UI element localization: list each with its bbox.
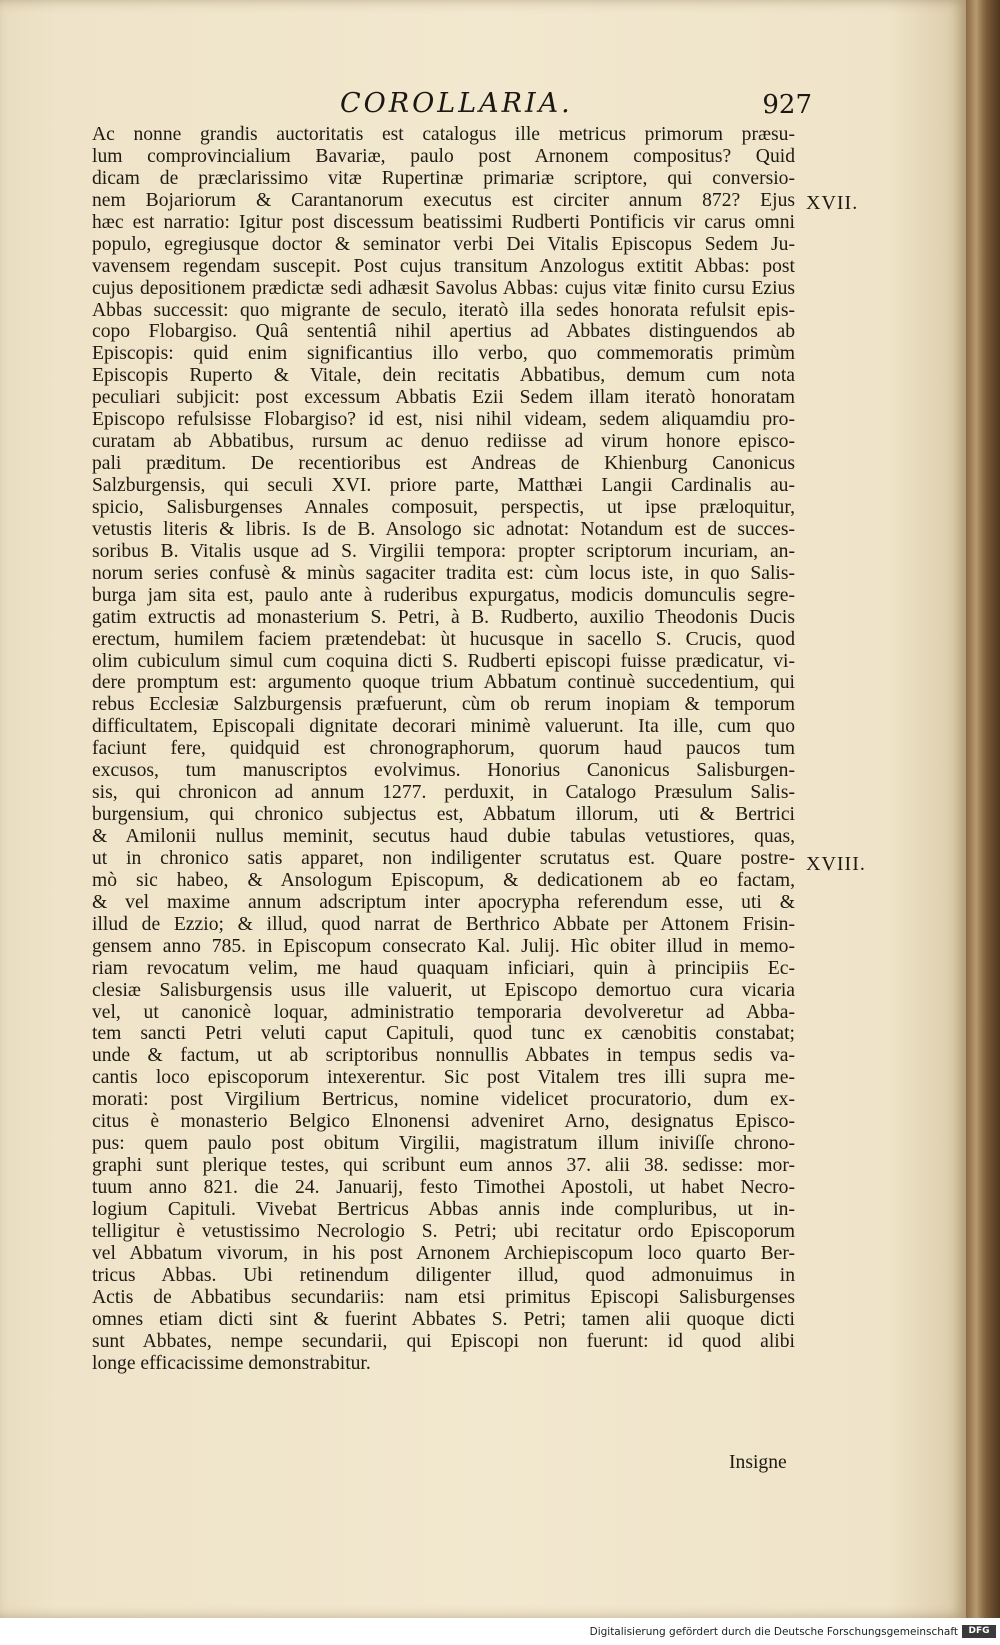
text-line: cujus depositionem prædictæ sedi adhæsit Savolus Abbas: cujus vitæ finito cursu Ezius <box>92 277 795 299</box>
text-line: nem Bojariorum & Carantanorum executus est circiter annum 872? Ejus <box>92 189 795 211</box>
text-line: morati: post Virgilium Bertricus, nomine videlicet procuratorio, dum ex- <box>92 1089 795 1111</box>
text-line: clesiæ Salisburgensis usus ille valuerit, ut Episcopo demortuo cura vicaria <box>92 979 795 1001</box>
text-line: telligitur è vetustissimo Necrologio S. Petri; ubi recitatur ordo Episcoporum <box>92 1220 795 1242</box>
footer-bar <box>0 1618 1000 1645</box>
text-line: copo Flobargiso. Quâ sententiâ nihil apertius ad Abbates distinguendos ab <box>92 321 795 343</box>
text-line: Actis de Abbatibus secundariis: nam etsi primitus Episcopi Salisburgenses <box>92 1286 795 1308</box>
dfg-logo: DFG <box>962 1625 996 1638</box>
running-title: COROLLARIA. <box>340 88 573 119</box>
text-line: citus è monasterio Belgico Elnonensi adveniret Arno, designatus Episco- <box>92 1111 795 1133</box>
margin-note-xviii: XVIII. <box>806 853 866 875</box>
text-line: Salzburgensis, qui seculi XVI. priore parte, Matthæi Langii Cardinalis au- <box>92 475 795 496</box>
text-line: faciunt fere, quidquid est chronographorum, quorum haud paucos tum <box>92 738 795 760</box>
text-line: & Amilonii nullus meminit, secutus haud dubie tabulas vetustiores, quas, <box>92 826 795 847</box>
text-line: Ac nonne grandis auctoritatis est catalogus ille metricus primorum præsu- <box>92 124 795 145</box>
text-line: Episcopo refulsisse Flobargiso? id est, nisi nihil videam, sedem aliquamdiu pro- <box>92 409 795 431</box>
text-line: pali præditum. De recentioribus est Andreas de Khienburg Canonicus <box>92 453 795 475</box>
text-line: gensem anno 785. in Episcopum consecrato Kal. Julij. Hìc obiter illud in memo- <box>92 935 795 957</box>
text-line: ut in chronico satis apparet, non indiligenter scrutatus est. Quare postre- <box>92 847 795 869</box>
text-line: hæc est narratio: Igitur post discessum beatissimi Rudberti Pontificis vir carus omni <box>92 211 795 233</box>
text-line: peculiari subjicit: post excessum Abbatis Ezii Sedem illam iteratò honoratam <box>92 387 795 409</box>
text-line: illud de Ezzio; & illud, quod narrat de Berthrico Abbate per Attonem Frisin- <box>92 913 795 935</box>
text-line: & vel maxime annum adscriptum inter apocrypha referendum esse, uti & <box>92 891 795 913</box>
text-line: burga jam sita est, paulo ante à ruderibus expurgatus, modicis domunculis segre- <box>92 584 795 606</box>
text-line: excusos, tum manuscriptos evolvimus. Honorius Canonicus Salisburgen- <box>92 760 795 782</box>
text-line: graphi sunt plerique testes, qui scribunt eum annos 37. alii 38. sedisse: mor- <box>92 1155 795 1177</box>
text-line: mò sic habeo, & Ansologum Episcopum, & dedicationem ab eo factam, <box>92 869 795 891</box>
text-line: Abbas successit: quo migrante de seculo, iteratò illa sedes honorata refulsit epis- <box>92 299 795 321</box>
page-edge <box>966 0 1000 1618</box>
text-line: vel, ut canonicè loquar, administratio temporaria devolveretur ad Abba- <box>92 1001 795 1023</box>
page-number: 927 <box>762 90 812 120</box>
text-line: Episcopis Ruperto & Vitale, dein recitatis Abbatibus, demum cum nota <box>92 365 795 387</box>
text-line: dere promptum est: argumento quoque trium Abbatum continuè succedentium, qui <box>92 672 795 694</box>
text-line: sunt Abbates, nempe secundarii, qui Episcopi non fuerunt: id quod alibi <box>92 1330 795 1352</box>
text-line: spicio, Salisburgenses Annales composuit, perspectis, ut ipse præloquitur, <box>92 496 795 518</box>
text-line: vel Abbatum vivorum, in his post Arnonem Archiepiscopum loco quarto Ber- <box>92 1242 795 1264</box>
text-line: populo, egregiusque doctor & seminator verbi Dei Vitalis Episcopus Sedem Ju- <box>92 233 795 255</box>
text-line: soribus B. Vitalis usque ad S. Virgilii tempora: propter scriptorum incuriam, an- <box>92 540 795 562</box>
catchword: Insigne <box>729 1452 787 1473</box>
margin-note-xvii: XVII. <box>806 192 859 214</box>
text-line: omnes etiam dicti sint & fuerint Abbates S. Petri; tamen alii quoque dicti <box>92 1308 795 1330</box>
text-line: tem sancti Petri veluti caput Capituli, quod tunc ex cænobitis constabat; <box>92 1023 795 1045</box>
text-line: burgensium, qui chronico subjectus est, Abbatum illorum, uti & Bertrici <box>92 804 795 826</box>
text-line: riam revocatum velim, me haud quaquam inficiari, quin à principiis Ec- <box>92 957 795 979</box>
text-line: norum series confusè & minùs sagaciter tradita est: cùm locus iste, in quo Salis- <box>92 562 795 584</box>
text-line: curatam ab Abbatibus, rursum ac denuo rediisse ad virum honore episco- <box>92 431 795 453</box>
text-line: erectum, humilem faciem prætendebat: ùt hucusque in sacello S. Crucis, quod <box>92 628 795 650</box>
text-line: unde & factum, ut ab scriptoribus nonnullis Abbates in tempus sedis va- <box>92 1045 795 1067</box>
text-line: longe efficacissime demonstrabitur. <box>92 1352 371 1374</box>
text-line: vetustis literis & libris. Is de B. Ansologo sic adnotat: Notandum est de succes- <box>92 518 795 540</box>
text-line: difficultatem, Episcopali dignitate decorari minimè valuerunt. Ita ille, cum quo <box>92 716 795 738</box>
text-line: rebus Ecclesiæ Salzburgensis præfuerunt, cùm ob rerum inopiam & temporum <box>92 694 795 716</box>
text-line: gatim extructis ad monasterium S. Petri, à B. Rudberto, auxilio Theodonis Ducis <box>92 606 795 628</box>
text-line: lum comprovincialium Bavariæ, paulo post Arnonem compositus? Quid <box>92 145 795 167</box>
page-header <box>92 88 812 124</box>
text-line: tuum anno 821. die 24. Januarij, festo Timothei Apostoli, ut habet Necro- <box>92 1177 795 1198</box>
text-line: tricus Abbas. Ubi retinendum diligenter illud, quod admonuimus in <box>92 1264 795 1286</box>
text-line: vavensem regendam suscepit. Post cujus transitum Anzologus extitit Abbas: post <box>92 255 795 277</box>
text-line: dicam de præclarissimo vitæ Rupertinæ primariæ scriptore, qui conversio- <box>92 167 795 189</box>
text-line: Episcopis: quid enim significantius illo verbo, quo commemoratis primùm <box>92 343 795 365</box>
text-line: sis, qui chronicon ad annum 1277. perduxit, in Catalogo Præsulum Salis- <box>92 782 795 804</box>
footer-credit: Digitalisierung gefördert durch die Deutsche Forschungsgemeinschaft <box>589 1626 958 1638</box>
text-line: logium Capituli. Vivebat Bertricus Abbas annis inde compluribus, ut in- <box>92 1198 795 1220</box>
text-line: cantis loco episcoporum intexerentur. Sic post Vitalem tres illi supra me- <box>92 1067 795 1089</box>
text-line: pus: quem paulo post obitum Virgilii, magistratum illum iniviſſe chrono- <box>92 1133 795 1155</box>
body-text <box>92 124 795 1374</box>
text-line: olim cubiculum simul cum coquina dicti S. Rudberti episcopi fuisse prædicatur, vi- <box>92 650 795 672</box>
